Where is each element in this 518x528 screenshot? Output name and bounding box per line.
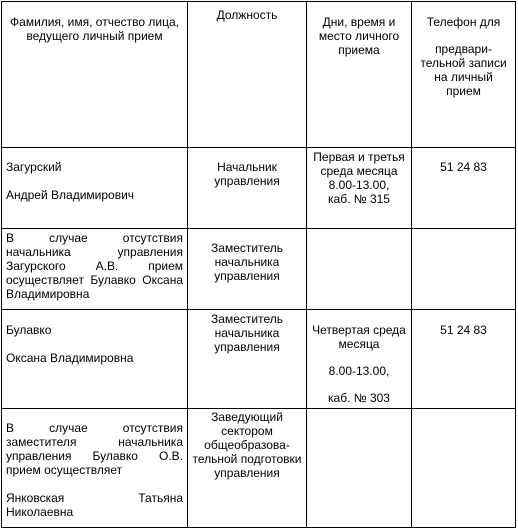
table-row bbox=[2, 229, 516, 310]
row2-schedule bbox=[307, 229, 412, 310]
header-schedule-text: Дни, время и место личного приема bbox=[318, 15, 400, 57]
row3-position-text: Заместитель начальника управления bbox=[211, 312, 283, 354]
row1-position-text: Начальник управления bbox=[214, 160, 280, 188]
row1-phone bbox=[412, 148, 516, 229]
row3-schedule-time: 8.00-13.00, bbox=[328, 364, 390, 378]
row2-phone bbox=[412, 229, 516, 310]
row4-note-text: В случае отсутствия заместителя начальника управления Булавко О.В. прием осуществляет bbox=[6, 421, 183, 477]
header-schedule bbox=[307, 2, 412, 148]
row2-note-text: В случае отсутствия начальника управления Загурского А.В. прием осуществляет Булавко Оксана Владимировна bbox=[6, 231, 183, 301]
row4-position bbox=[188, 409, 307, 528]
row3-phone-text: 51 24 83 bbox=[440, 323, 487, 337]
row4-position-text: Заведующий сектором общеобразова-тельной подготовки управления bbox=[192, 410, 302, 480]
row3-name: Оксана Владимировна bbox=[6, 351, 134, 365]
table-row bbox=[2, 310, 516, 409]
header-fio-text: Фамилия, имя, отчество лица, ведущего личный прием bbox=[10, 15, 179, 43]
row4-substitute-name bbox=[6, 491, 183, 505]
row1-schedule-room: каб. № 315 bbox=[328, 192, 390, 206]
header-position bbox=[188, 2, 307, 148]
row3-schedule-days: Четвертая среда месяца bbox=[312, 323, 406, 351]
row4-schedule bbox=[307, 409, 412, 528]
row4-substitute-firstname: Татьяна bbox=[138, 491, 183, 505]
row3-schedule-room: каб. № 303 bbox=[328, 391, 390, 405]
row1-phone-text: 51 24 83 bbox=[440, 160, 487, 174]
table-header-row bbox=[2, 2, 516, 148]
row4-substitute-surname: Янковская bbox=[6, 491, 65, 505]
header-phone-line2: предвари-тельной записи на личный прием bbox=[420, 42, 507, 98]
header-phone bbox=[412, 2, 516, 148]
table-row bbox=[2, 409, 516, 528]
row3-position bbox=[188, 310, 307, 409]
header-position-text: Должность bbox=[216, 8, 278, 22]
header-fio bbox=[2, 2, 188, 148]
row4-phone bbox=[412, 409, 516, 528]
row1-fio bbox=[2, 148, 188, 229]
row2-note bbox=[2, 229, 188, 310]
row1-position bbox=[188, 148, 307, 229]
row3-fio bbox=[2, 310, 188, 409]
table-row bbox=[2, 148, 516, 229]
row1-surname: Загурский bbox=[6, 160, 62, 174]
row1-name: Андрей Владимирович bbox=[6, 188, 135, 202]
row3-surname: Булавко bbox=[6, 323, 52, 337]
reception-table bbox=[1, 1, 516, 528]
reception-schedule bbox=[1, 1, 516, 528]
row3-schedule bbox=[307, 310, 412, 409]
row4-substitute-patronymic: Николаевна bbox=[6, 505, 74, 519]
row1-schedule bbox=[307, 148, 412, 229]
row3-phone bbox=[412, 310, 516, 409]
row4-note bbox=[2, 409, 188, 528]
header-phone-line1: Телефон для bbox=[426, 15, 501, 29]
row1-schedule-days: Первая и третья среда месяца bbox=[313, 150, 405, 178]
row2-position bbox=[188, 229, 307, 310]
row1-schedule-time: 8.00-13.00, bbox=[328, 178, 390, 192]
row2-position-text: Заместитель начальника управления bbox=[211, 241, 283, 283]
